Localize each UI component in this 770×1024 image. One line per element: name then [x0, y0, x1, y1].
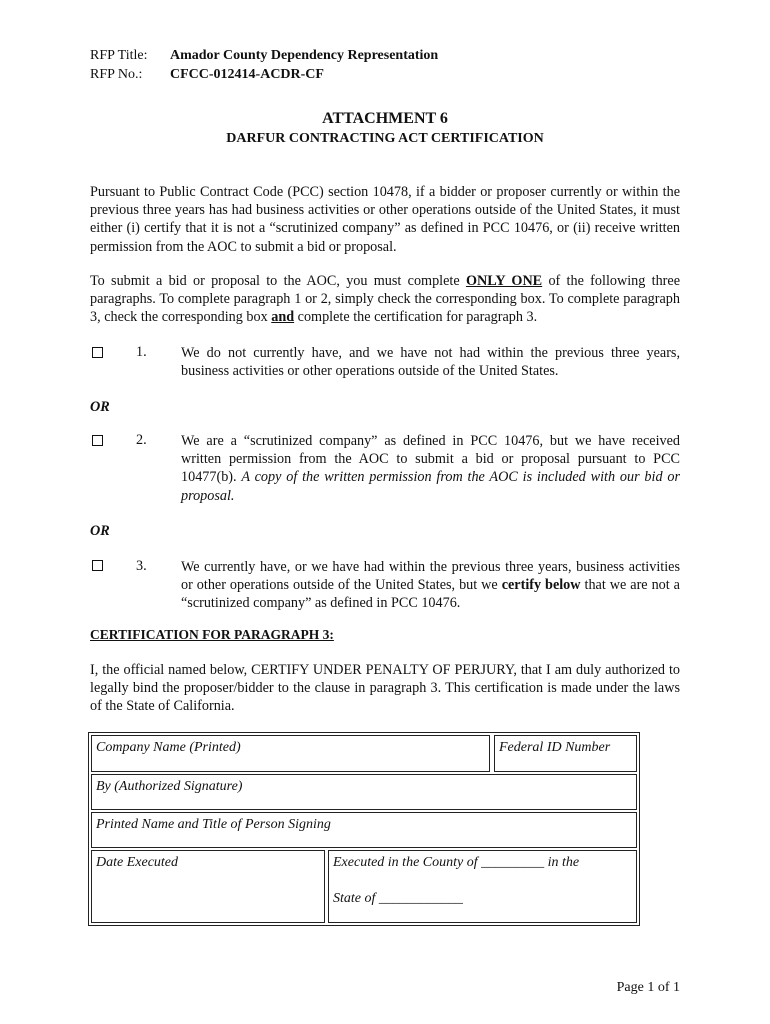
option-2-italic-text: A copy of the written permission from the AOC is included with our bid or proposal. — [181, 469, 680, 504]
company-name-label: Company Name (Printed) — [96, 740, 241, 755]
option-2-number: 2. — [136, 432, 147, 448]
option-3-text — [181, 558, 680, 613]
intro-paragraph: Pursuant to Public Contract Code (PCC) section 10478, if a bidder or proposer currently or within the previous three years has had business activities or other operations outside of the United States, it must either (i) certify that it is not a “scrutinized company” as defined in PCC 10476, or (ii) receive written permission from the AOC to submit a bid or proposal. — [90, 184, 680, 255]
option-2-main-text: We are a “scrutinized company” as defined in PCC 10476, but we have received written permission from the AOC to submit a bid or proposal pursuant to PCC 10477(b). — [181, 433, 680, 486]
option-1-checkbox[interactable] — [92, 347, 103, 358]
or-label-1: OR — [90, 399, 110, 415]
company-name-field[interactable] — [91, 735, 490, 772]
federal-id-label: Federal ID Number — [499, 740, 611, 755]
rfp-title: Amador County Dependency Representation — [170, 48, 439, 63]
printed-name-label: Printed Name and Title of Person Signing — [96, 817, 331, 832]
instructions-part3: complete the certification for paragraph 3. — [294, 309, 538, 326]
rfp-header — [90, 48, 690, 88]
instructions-paragraph — [90, 272, 680, 327]
option-1-number: 1. — [136, 344, 147, 360]
certification-heading: CERTIFICATION FOR PARAGRAPH 3: — [90, 627, 334, 642]
county-state-field[interactable] — [328, 850, 637, 923]
signature-label: By (Authorized Signature) — [96, 779, 243, 794]
date-executed-label: Date Executed — [96, 855, 179, 870]
attachment-title: ATTACHMENT 6 — [322, 110, 448, 127]
federal-id-field[interactable] — [494, 735, 637, 772]
attachment-subtitle: DARFUR CONTRACTING ACT CERTIFICATION — [226, 131, 544, 146]
option-2-text — [181, 432, 680, 505]
option-3-main-text: We currently have, or we have had within the previous three years, business activities or other operations outside of the United States, but we — [181, 559, 680, 594]
county-label: Executed in the County of _________ in the — [333, 855, 580, 870]
instructions-part1: To submit a bid or proposal to the AOC, you must complete — [90, 273, 466, 289]
instructions-only-one: ONLY ONE — [465, 273, 543, 289]
signature-field[interactable] — [91, 774, 637, 810]
rfp-title-label: RFP Title: — [90, 48, 148, 63]
certification-text: I, the official named below, CERTIFY UNDER PENALTY OF PERJURY, that I am duly authorized to legally bind the proposer/bidder to the clause in paragraph 3. This certification is made under the laws of the State of California. — [90, 662, 680, 715]
rfp-no: CFCC-012414-ACDR-CF — [170, 67, 324, 82]
option-3-tail-text: that we are not a “scrutinized company” as defined in PCC 10476. — [181, 577, 680, 612]
instructions-part2: of the following three paragraphs. To complete paragraph 1 or 2, simply check the corresponding box. To complete paragraph 3, check the corresponding box — [90, 273, 680, 326]
option-3-certify-below: certify below — [501, 577, 581, 594]
printed-name-field[interactable] — [91, 812, 637, 848]
date-executed-field[interactable] — [91, 850, 325, 923]
option-3-number: 3. — [136, 558, 147, 574]
option-3-checkbox[interactable] — [92, 560, 103, 571]
rfp-no-label: RFP No.: — [90, 67, 143, 82]
page-number: Page 1 of 1 — [616, 980, 680, 995]
option-1-text: We do not currently have, and we have not had within the previous three years, business activities or other operations outside of the United States. — [181, 345, 680, 380]
option-2-checkbox[interactable] — [92, 435, 103, 446]
state-label: State of ____________ — [333, 891, 463, 906]
instructions-and: and — [271, 309, 295, 326]
or-label-2: OR — [90, 523, 110, 539]
